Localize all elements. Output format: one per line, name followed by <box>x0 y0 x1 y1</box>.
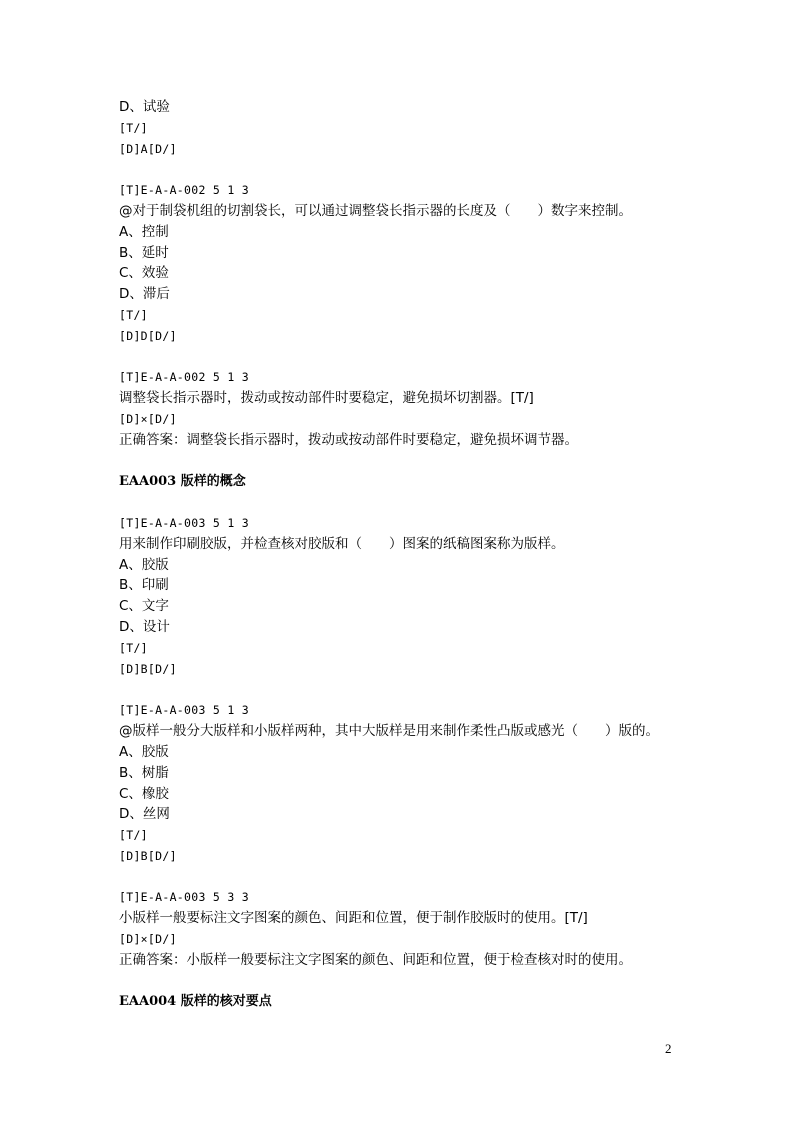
option-line: D、丝网 <box>119 806 170 822</box>
option-line: C、文字 <box>119 598 169 614</box>
page-number: 2 <box>665 1041 672 1056</box>
correct-answer: 正确答案：调整袋长指示器时，拨动或按动部件时要稳定，避免损坏调节器。 <box>119 432 578 448</box>
question-code: [T]E-A-A-002 5 1 3 <box>119 370 250 384</box>
answer-line: [D]B[D/] <box>119 662 177 676</box>
option-line: D、设计 <box>119 619 170 635</box>
answer-line: [D]×[D/] <box>119 932 177 946</box>
question-text: 调整袋长指示器时，拨动或按动部件时要稳定，避免损坏切割器。[T/] <box>119 390 534 406</box>
answer-line: [D]D[D/] <box>119 329 177 343</box>
section-heading: EAA004 版样的核对要点 <box>119 994 272 1009</box>
option-line: D、试验 <box>119 99 170 115</box>
option-line: C、效验 <box>119 265 169 281</box>
question-code: [T]E-A-A-003 5 1 3 <box>119 703 250 717</box>
question-text: @版样一般分大版样和小版样两种，其中大版样是用来制作柔性凸版或感光（ ）版的。 <box>119 723 659 739</box>
section-heading: EAA003 版样的概念 <box>119 474 246 489</box>
option-line: D、滞后 <box>119 286 170 302</box>
option-line: B、印刷 <box>119 577 169 593</box>
question-code: [T]E-A-A-003 5 1 3 <box>119 516 250 530</box>
option-line: C、橡胶 <box>119 786 169 802</box>
option-line: A、胶版 <box>119 557 169 573</box>
marker-line: [T/] <box>119 641 148 655</box>
answer-line: [D]B[D/] <box>119 849 177 863</box>
option-line: B、树脂 <box>119 765 169 781</box>
marker-line: [T/] <box>119 308 148 322</box>
question-text: 用来制作印刷胶版，并检查核对胶版和（ ）图案的纸稿图案称为版样。 <box>119 536 565 552</box>
option-line: B、延时 <box>119 245 169 261</box>
question-code: [T]E-A-A-003 5 3 3 <box>119 890 250 904</box>
correct-answer: 正确答案：小版样一般要标注文字图案的颜色、间距和位置，便于检查核对时的使用。 <box>119 952 632 968</box>
option-line: A、控制 <box>119 224 169 240</box>
answer-line: [D]×[D/] <box>119 412 177 426</box>
answer-line: [D]A[D/] <box>119 142 177 156</box>
marker-line: [T/] <box>119 121 148 135</box>
question-text: @对于制袋机组的切割袋长，可以通过调整袋长指示器的长度及（ ）数字来控制。 <box>119 203 632 219</box>
marker-line: [T/] <box>119 828 148 842</box>
question-code: [T]E-A-A-002 5 1 3 <box>119 183 250 197</box>
option-line: A、胶版 <box>119 744 169 760</box>
question-text: 小版样一般要标注文字图案的颜色、间距和位置，便于制作胶版时的使用。[T/] <box>119 910 588 926</box>
